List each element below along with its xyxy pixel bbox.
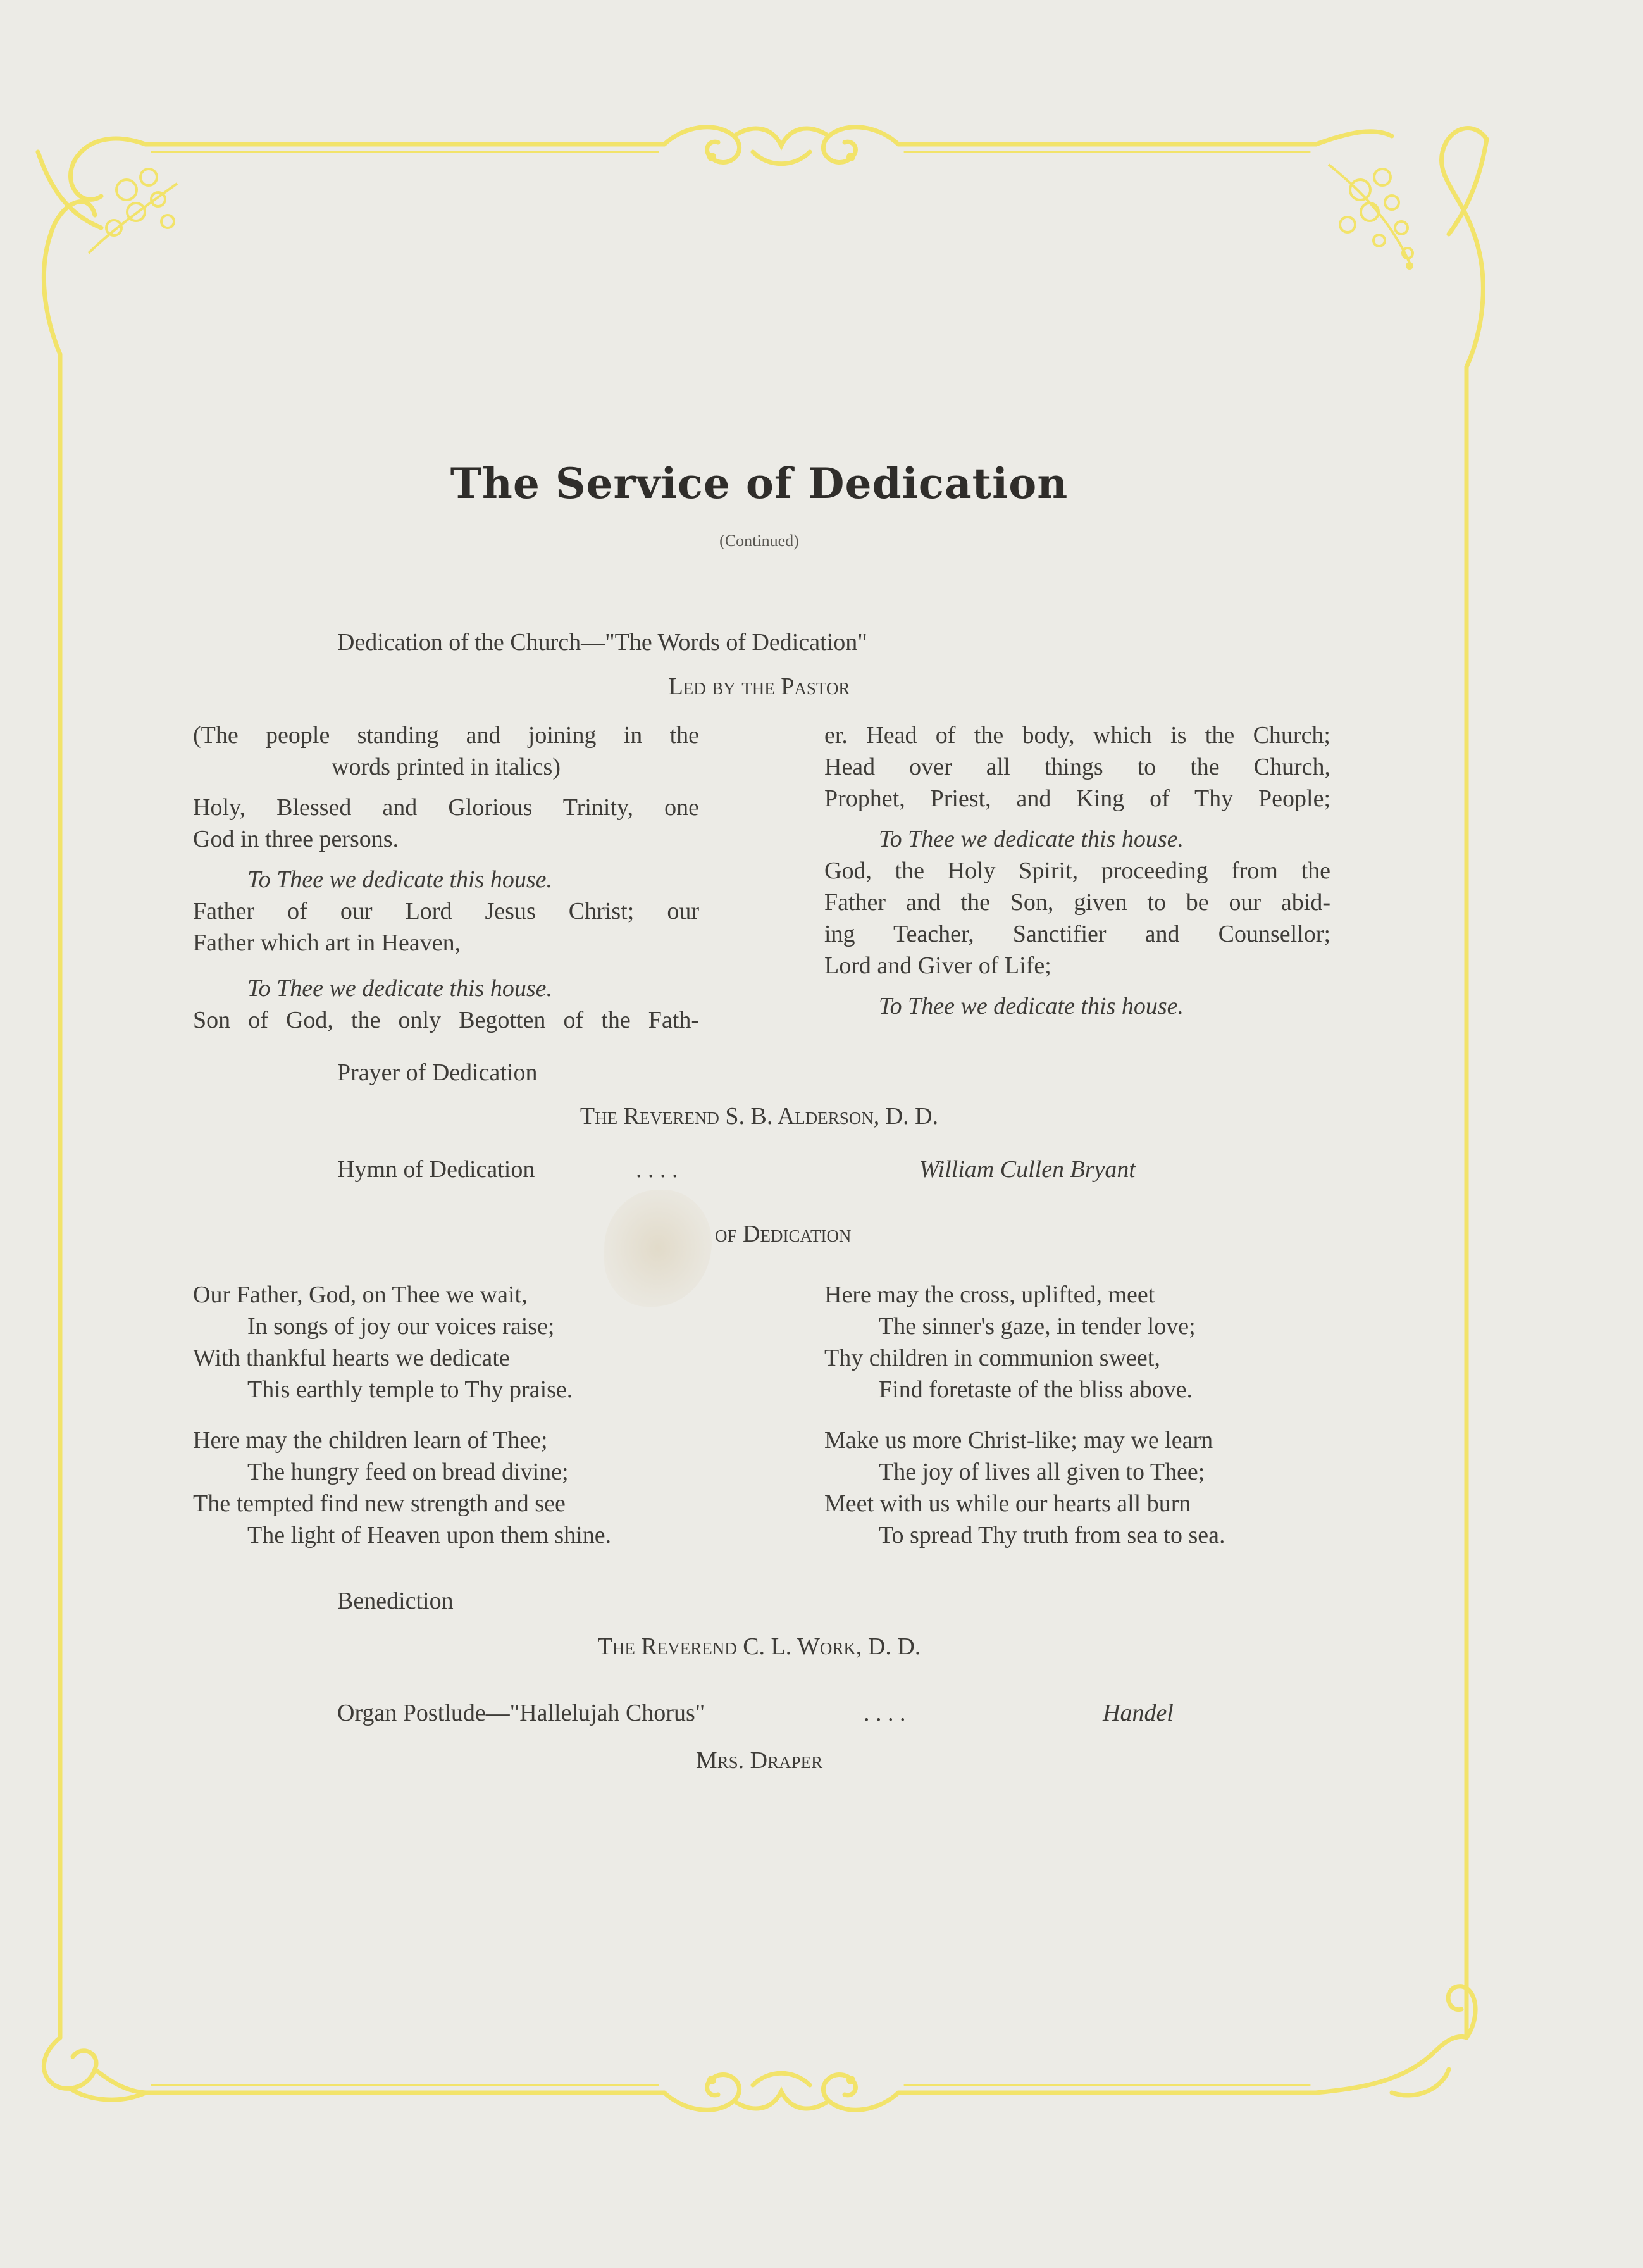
hymn-line: To spread Thy truth from sea to sea. bbox=[879, 1522, 1225, 1548]
instruction-line: words printed in italics) bbox=[332, 754, 561, 780]
hymn-line: Make us more Christ-like; may we learn bbox=[824, 1427, 1213, 1454]
reading-line: Head over all things to the Church, bbox=[824, 754, 1330, 780]
hymn-line: Thy children in communion sweet, bbox=[824, 1345, 1160, 1371]
hymn-line: The sinner's gaze, in tender love; bbox=[879, 1313, 1196, 1340]
responsive-reading-right-column bbox=[824, 720, 1330, 1022]
hymn-line: Here may the children learn of Thee; bbox=[193, 1427, 548, 1454]
hymn-line: With thankful hearts we dedicate bbox=[193, 1345, 510, 1371]
reading-line: Prophet, Priest, and King of Thy People; bbox=[824, 785, 1330, 812]
hymn-leader-dots: . . . . bbox=[636, 1156, 678, 1183]
benediction-heading: Benediction bbox=[337, 1588, 454, 1614]
response-line: To Thee we dedicate this house. bbox=[879, 993, 1184, 1019]
prayer-heading: Prayer of Dedication bbox=[337, 1059, 538, 1086]
responsive-reading-left-column bbox=[193, 720, 699, 1036]
hymn-right-column bbox=[824, 1279, 1343, 1551]
response-line: To Thee we dedicate this house. bbox=[247, 866, 552, 893]
reading-line: Son of God, the only Begotten of the Fath- bbox=[193, 1007, 699, 1033]
response-line: To Thee we dedicate this house. bbox=[247, 975, 552, 1002]
prayer-officiant: The Reverend S. B. Alderson, D. D. bbox=[580, 1103, 939, 1130]
hymn-verse bbox=[193, 1279, 712, 1405]
hymn-verse bbox=[824, 1279, 1343, 1405]
hymn-author: William Cullen Bryant bbox=[919, 1156, 1136, 1183]
reading-line: Father and the Son, given to be our abid- bbox=[824, 889, 1330, 916]
reading-line: Holy, Blessed and Glorious Trinity, one bbox=[193, 794, 699, 821]
hymn-line: Meet with us while our hearts all burn bbox=[824, 1490, 1191, 1517]
reading-line: God in three persons. bbox=[193, 826, 399, 852]
benediction-officiant: The Reverend C. L. Work, D. D. bbox=[597, 1633, 921, 1660]
reading-line: er. Head of the body, which is the Church; bbox=[824, 722, 1330, 749]
hymn-line: Find foretaste of the bliss above. bbox=[879, 1376, 1193, 1403]
reading-line: Father which art in Heaven, bbox=[193, 930, 461, 956]
hymn-line: Our Father, God, on Thee we wait, bbox=[193, 1281, 528, 1308]
hymn-line: The tempted find new strength and see bbox=[193, 1490, 566, 1517]
page-subtitle: (Continued) bbox=[719, 532, 799, 550]
hymn-subheading: of Dedication bbox=[715, 1221, 852, 1247]
postlude-performer: Mrs. Draper bbox=[695, 1747, 823, 1774]
led-by-pastor: Led by the Pastor bbox=[668, 673, 850, 700]
hymn-verse bbox=[824, 1424, 1343, 1551]
hymn-line: The light of Heaven upon them shine. bbox=[247, 1522, 612, 1548]
instruction-line: (The people standing and joining in the bbox=[193, 722, 699, 749]
reading-line: Lord and Giver of Life; bbox=[824, 952, 1051, 979]
hymn-verse bbox=[193, 1424, 712, 1551]
hymn-line: The joy of lives all given to Thee; bbox=[879, 1459, 1205, 1485]
reading-line: God, the Holy Spirit, proceeding from the bbox=[824, 857, 1330, 884]
hymn-heading: Hymn of Dedication bbox=[337, 1156, 535, 1183]
page-title: The Service of Dedication bbox=[450, 459, 1069, 508]
section-heading-words-of-dedication: Dedication of the Church—"The Words of Dedication" bbox=[337, 629, 867, 656]
hymn-line: This earthly temple to Thy praise. bbox=[247, 1376, 573, 1403]
response-line: To Thee we dedicate this house. bbox=[879, 826, 1184, 852]
hymn-line: In songs of joy our voices raise; bbox=[247, 1313, 555, 1340]
hymn-left-column bbox=[193, 1279, 712, 1551]
reading-line: ing Teacher, Sanctifier and Counsellor; bbox=[824, 921, 1330, 947]
hymn-line: Here may the cross, uplifted, meet bbox=[824, 1281, 1155, 1308]
postlude-leader-dots: . . . . bbox=[864, 1700, 906, 1726]
hymn-line: The hungry feed on bread divine; bbox=[247, 1459, 569, 1485]
postlude-heading: Organ Postlude—"Hallelujah Chorus" bbox=[337, 1700, 705, 1726]
postlude-composer: Handel bbox=[1103, 1700, 1174, 1726]
reading-line: Father of our Lord Jesus Christ; our bbox=[193, 898, 699, 925]
